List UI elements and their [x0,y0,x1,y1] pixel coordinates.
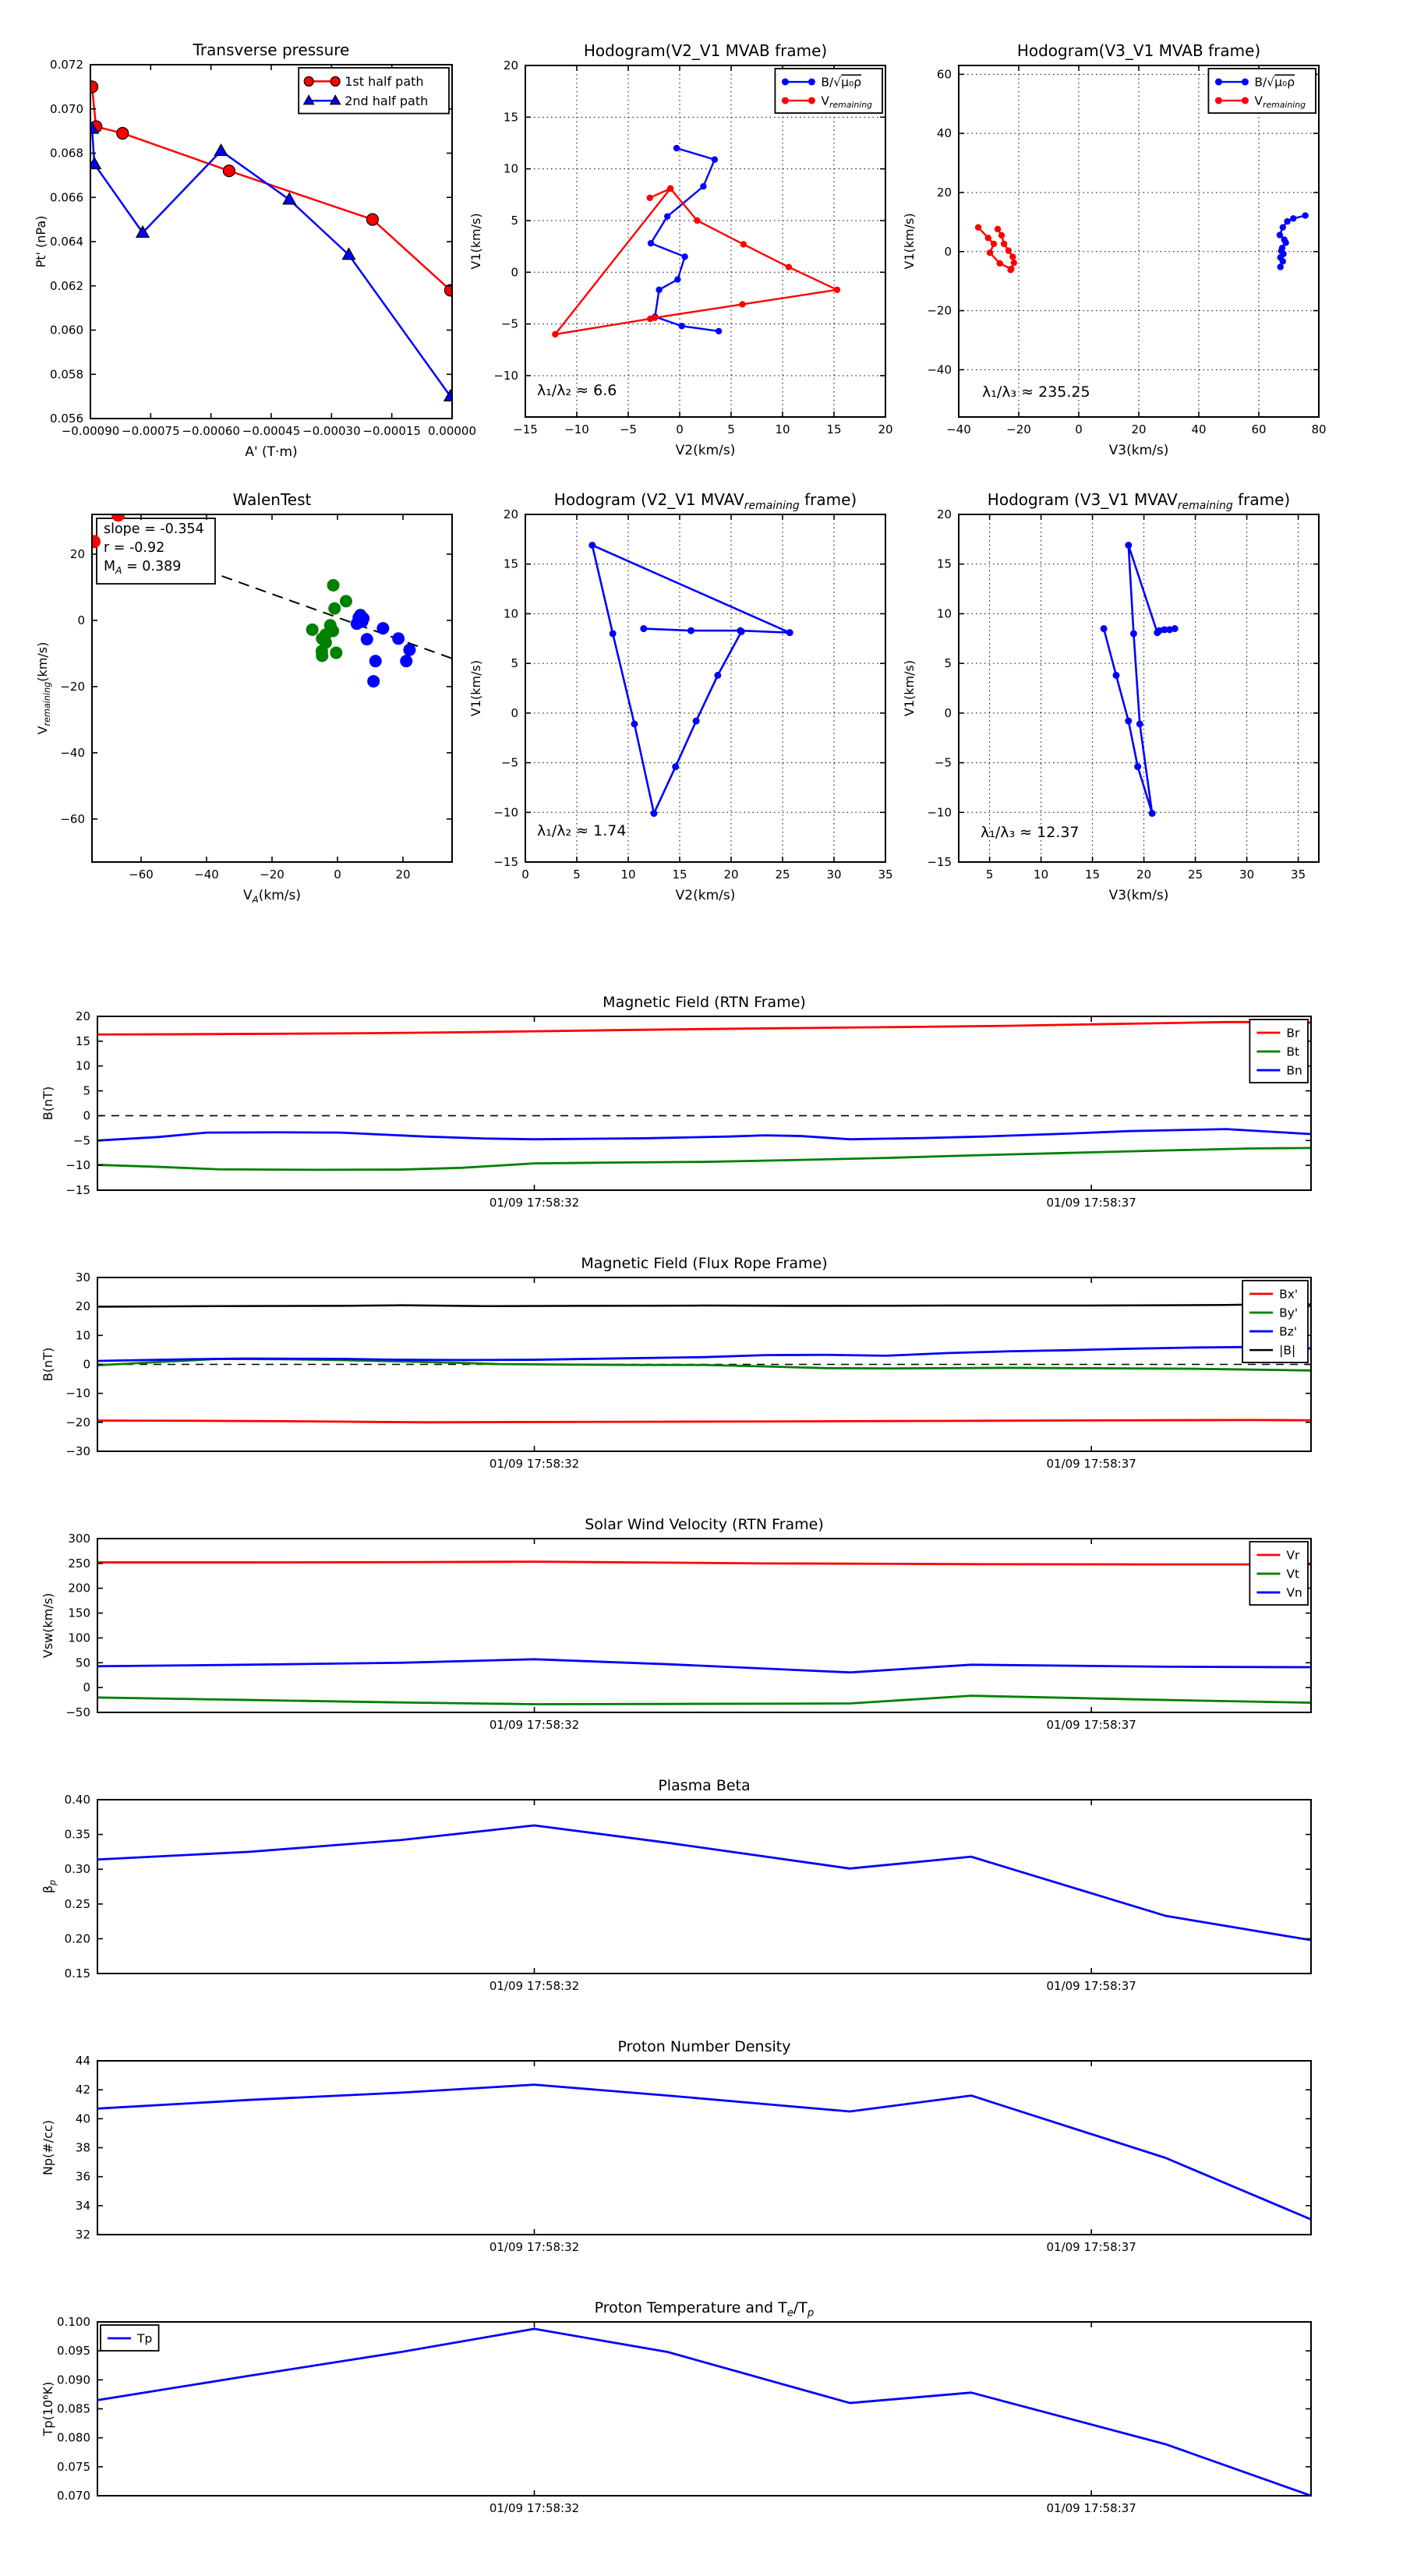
y-tick-label: 0 [83,1108,90,1123]
plot-area [86,81,457,401]
stats-line: slope = -0.354 [104,521,204,537]
legend-label: $V_{remaining}$ [821,94,873,111]
y-tick-label: 0.40 [64,1793,90,1807]
axes-frame [97,2322,1311,2496]
legend-label: Bt [1286,1044,1300,1059]
y-axis-label: B(nT) [41,1086,55,1121]
legend-label: $V_{remaining}$ [1254,94,1306,111]
x-tick-label: 30 [826,868,842,882]
series-s0 [97,2085,1311,2220]
annotation: λ₁/λ₃ ≈ 12.37 [981,824,1080,841]
y-tick-label: −20 [927,303,952,318]
y-axis-label: Np(#/cc) [41,2120,55,2175]
y-tick-label: 0.30 [64,1862,90,1877]
legend-label: |B| [1279,1343,1296,1358]
y-tick-label: 42 [75,2083,90,2097]
y-tick-label: −5 [934,755,952,770]
x-tick-label: 20 [395,868,411,882]
series-Bt [97,1148,1311,1170]
y-tick-label: −20 [65,1415,90,1429]
x-tick-label: −10 [564,422,589,436]
stats-box [97,518,215,584]
gridlines [525,65,885,417]
chart-title: Hodogram (V3_V1 $MVAV_{remaining}$ frame) [987,490,1291,512]
y-tick-label: −10 [493,368,518,383]
y-tick-label: 0 [511,265,518,280]
y-tick-label: 44 [75,2054,90,2068]
legend-label: B/√μ₀ρ [821,75,862,90]
series-s0 [97,1825,1311,1940]
x-tick-label: 01/09 17:58:37 [1046,1979,1136,1993]
y-axis-label: $V_{remaining}(km/s)$ [35,641,52,735]
x-tick-label: −0.00015 [362,424,421,438]
legend [1242,1281,1308,1362]
x-tick-label: 01/09 17:58:32 [489,1196,580,1210]
x-tick-label: 01/09 17:58:32 [489,2501,580,2515]
x-tick-label: 01/09 17:58:32 [489,1718,580,1732]
plot-area [97,2085,1311,2220]
x-tick-label: 01/09 17:58:32 [489,2240,580,2254]
series-Bz' [97,1347,1311,1361]
x-tick-label: 01/09 17:58:37 [1046,2501,1136,2515]
x-tick-label: 10 [620,868,636,882]
y-tick-label: 200 [68,1581,90,1595]
ticks [65,1270,1311,1471]
y-tick-label: −30 [65,1444,90,1458]
y-tick-label: −15 [927,855,952,869]
series-Vr [97,1562,1311,1565]
legend [1208,69,1316,113]
y-tick-label: 0.075 [57,2459,90,2474]
x-tick-label: 01/09 17:58:37 [1046,1457,1136,1471]
x-tick-label: 20 [1136,868,1152,882]
stats-line: $M_A = 0.389$ [104,559,182,577]
y-axis-label: B(nT) [41,1347,55,1382]
x-tick-label: 5 [573,868,581,882]
y-tick-label: 0 [944,244,952,259]
y-tick-label: 0 [77,613,85,627]
chart-magnetic-field-flux-rope [41,1255,1311,1471]
axes-frame [97,2061,1311,2235]
ticks [493,58,892,436]
y-tick-label: 15 [503,557,518,571]
x-tick-label: 10 [775,422,790,436]
x-tick-label: 20 [878,422,893,436]
x-tick-label: 25 [1188,868,1203,882]
y-tick-label: 0 [83,1357,90,1372]
y-tick-label: 10 [503,606,518,621]
x-axis-label: V3(km/s) [1108,888,1169,903]
x-tick-label: 0 [676,422,684,436]
y-tick-label: 20 [69,546,85,561]
x-axis-label: V2(km/s) [675,888,736,903]
x-tick-label: 80 [1311,422,1327,436]
y-tick-label: 150 [68,1606,90,1620]
x-tick-label: −0.00075 [122,424,180,438]
y-axis-label: V1(km/s) [902,213,917,270]
y-tick-label: 32 [75,2228,90,2242]
series-Br [97,1022,1311,1034]
x-tick-label: −15 [513,422,538,436]
plot-area [97,2329,1311,2496]
y-tick-label: 40 [936,126,952,141]
x-tick-label: 5 [985,868,994,882]
y-tick-label: 30 [75,1270,90,1284]
y-tick-label: −5 [500,316,518,331]
ticks [927,65,1326,436]
x-axis-label: V2(km/s) [675,443,736,458]
y-tick-label: −10 [927,805,952,820]
x-tick-label: 35 [878,868,893,882]
chart-plasma-beta [41,1777,1311,1993]
y-axis-label: Tp(10⁶K) [41,2381,55,2436]
y-axis-label: Vsw(km/s) [41,1592,55,1659]
x-tick-label: −0.00030 [302,424,361,438]
x-tick-label: 01/09 17:58:32 [489,1979,580,1993]
y-axis-label: Pt' (nPa) [34,215,48,268]
y-tick-label: 5 [511,656,518,671]
y-tick-label: 5 [944,656,952,671]
gridlines [525,514,885,862]
y-tick-label: 20 [503,58,518,72]
x-tick-label: 0 [521,868,529,882]
x-tick-label: 20 [1131,422,1147,436]
legend-label: By' [1279,1306,1299,1320]
chart-proton-number-density [41,2038,1311,2254]
y-tick-label: 0.070 [50,101,83,116]
legend [299,68,449,114]
chart-title: Plasma Beta [658,1777,751,1794]
y-tick-label: −20 [60,679,85,694]
y-tick-label: 0.085 [57,2401,90,2416]
series-s0 [588,542,793,817]
annotation: λ₁/λ₃ ≈ 235.25 [982,383,1090,401]
chart-solar-wind-velocity-rtn [41,1516,1311,1732]
chart-title: Hodogram(V3_V1 MVAB frame) [1016,41,1261,60]
y-tick-label: 0 [511,705,518,720]
y-tick-label: 0.100 [57,2315,90,2329]
y-tick-label: 0.058 [50,367,83,382]
y-axis-label: V1(km/s) [468,659,483,717]
legend-label: B/√μ₀ρ [1254,75,1295,90]
series-s0 [1277,212,1309,270]
axes-frame [959,514,1319,862]
gridlines [959,514,1319,862]
chart-magnetic-field-rtn [41,994,1311,1210]
y-tick-label: 15 [936,557,952,571]
y-tick-label: 15 [503,110,518,125]
y-tick-label: 300 [68,1532,90,1546]
y-tick-label: 38 [75,2140,90,2155]
plot-area [97,1304,1311,1422]
y-tick-label: −5 [72,1133,90,1148]
ticks [57,2315,1311,2515]
x-axis-label: V3(km/s) [1108,443,1169,458]
x-tick-label: −60 [129,868,154,882]
chart-title: Proton Temperature and $T_e/T_p$ [594,2299,815,2320]
series-Vn [97,1659,1311,1673]
legend-label: Tp [137,2331,153,2346]
stats-line: r = -0.92 [104,540,165,556]
y-tick-label: −10 [65,1158,90,1173]
y-tick-label: 20 [75,1299,90,1314]
y-tick-label: −50 [65,1705,90,1719]
y-tick-label: 5 [511,213,518,228]
x-axis-label: A' (T·m) [245,444,298,460]
axes-frame [97,1800,1311,1974]
chart-title: Proton Number Density [617,2038,791,2055]
legend-label: Vn [1286,1585,1302,1600]
y-tick-label: 10 [75,1328,90,1343]
y-tick-label: 40 [75,2111,90,2126]
chart-title: Transverse pressure [193,41,350,59]
y-tick-label: 0.35 [64,1827,90,1842]
chart-hodogram-v2v1-mvav [468,490,893,903]
x-tick-label: 25 [775,868,790,882]
legend [1249,1542,1308,1605]
y-tick-label: 0.064 [50,235,83,249]
legend-label: 2nd half path [345,93,429,108]
y-tick-label: 0.080 [57,2430,90,2445]
x-tick-label: 01/09 17:58:32 [489,1457,580,1471]
x-tick-label: 0.00000 [427,424,477,438]
y-tick-label: 36 [75,2169,90,2184]
y-tick-label: −40 [927,362,952,377]
y-tick-label: 0.072 [50,58,83,72]
gridlines [959,65,1319,417]
y-tick-label: 0.20 [64,1931,90,1946]
x-tick-label: 30 [1239,868,1255,882]
x-tick-label: −0.00060 [182,424,240,438]
x-tick-label: 01/09 17:58:37 [1046,1196,1136,1210]
chart-title: Magnetic Field (Flux Rope Frame) [581,1255,828,1272]
y-tick-label: 250 [68,1556,90,1571]
x-tick-label: −40 [946,422,971,436]
y-axis-label: $\beta_p$ [41,1879,58,1894]
chart-hodogram-v3v1-mvab [902,41,1327,458]
chart-hodogram-v2v1-mvab [468,41,893,458]
x-tick-label: 35 [1291,868,1306,882]
chart-hodogram-v3v1-mvav [902,490,1319,903]
x-tick-label: −0.00090 [61,424,120,438]
x-tick-label: 10 [1034,868,1049,882]
y-tick-label: 20 [936,507,952,521]
x-tick-label: 15 [672,868,687,882]
y-tick-label: 20 [75,1009,90,1023]
x-tick-label: 15 [1085,868,1101,882]
chart-walen-test [35,490,452,905]
y-tick-label: 10 [936,606,952,621]
chart-title: Magnetic Field (RTN Frame) [603,994,806,1011]
y-tick-label: 0.066 [50,190,83,205]
chart-title: WalenTest [232,490,312,509]
x-axis-label: $V_A(km/s)$ [242,888,302,906]
x-tick-label: 0 [334,868,341,882]
y-tick-label: 0.056 [50,412,83,426]
y-axis-label: V1(km/s) [468,213,483,270]
y-tick-label: 10 [503,161,518,176]
legend-label: Bz' [1279,1324,1298,1339]
annotation: λ₁/λ₂ ≈ 1.74 [537,822,627,839]
y-tick-label: −40 [60,745,85,760]
series-Tp [97,2329,1311,2496]
series-Bx' [97,1420,1311,1422]
x-tick-label: −20 [260,868,284,882]
x-tick-label: 5 [727,422,735,436]
series-Vt [97,1696,1311,1705]
legend [101,2325,159,2351]
plot-area [97,1825,1311,1940]
x-tick-label: 01/09 17:58:37 [1046,2240,1136,2254]
ticks [76,2054,1311,2254]
y-axis-label: V1(km/s) [902,659,917,717]
legend-label: Br [1286,1026,1300,1041]
y-tick-label: 50 [75,1655,90,1670]
plot-area [97,1022,1311,1170]
legend [1249,1019,1308,1083]
series-s0 [1101,542,1179,817]
legend-label: Vr [1286,1548,1300,1563]
y-tick-label: 0.095 [57,2344,90,2359]
x-tick-label: 60 [1251,422,1267,436]
y-tick-label: −10 [65,1386,90,1401]
y-tick-label: 0.060 [50,323,83,337]
y-tick-label: 20 [936,185,952,200]
y-tick-label: 0.090 [57,2373,90,2387]
x-tick-label: 40 [1191,422,1207,436]
y-tick-label: −15 [65,1183,90,1197]
y-tick-label: 0 [83,1680,90,1695]
y-tick-label: 0.25 [64,1896,90,1911]
y-tick-label: −5 [500,755,518,770]
y-tick-label: 100 [68,1631,90,1645]
y-tick-label: 20 [503,507,518,521]
ticks [65,1793,1311,1993]
y-tick-label: 60 [936,67,952,82]
y-tick-label: 0.15 [64,1966,90,1981]
chart-transverse-pressure [34,41,476,460]
y-tick-label: −60 [60,811,85,826]
y-tick-label: 0 [944,705,952,720]
x-tick-label: 01/09 17:58:37 [1046,1718,1136,1732]
legend-label: 1st half path [345,74,424,89]
plot-area [588,542,793,817]
plot-area [97,1562,1311,1705]
ticks [50,58,476,438]
y-tick-label: 34 [75,2198,90,2213]
axes-frame [97,1016,1311,1190]
x-tick-label: −5 [619,422,638,436]
axes-frame [525,514,885,862]
y-tick-label: 0.070 [57,2489,90,2503]
annotation: λ₁/λ₂ ≈ 6.6 [537,382,617,399]
series-V~remaining~ [552,186,840,337]
series-Bn [97,1129,1311,1141]
legend-label: Vt [1286,1567,1300,1581]
y-tick-label: 0.062 [50,278,83,293]
blue-points [351,609,416,687]
chart-title: Hodogram (V2_V1 $MVAV_{remaining}$ frame) [553,490,857,512]
chart-title: Hodogram(V2_V1 MVAB frame) [583,41,828,60]
ticks [65,1009,1311,1210]
series-2nd half path [86,122,457,401]
legend [775,69,882,113]
series-s0 [648,145,723,334]
y-tick-label: 0.068 [50,146,83,161]
y-tick-label: −15 [493,855,518,869]
plot-area [552,145,840,337]
plot-area [975,212,1309,273]
plot-area [1101,542,1179,817]
series-|B| [97,1304,1311,1306]
x-tick-label: 20 [723,868,739,882]
x-tick-label: −40 [194,868,219,882]
legend-label: Bn [1286,1063,1302,1078]
x-tick-label: −20 [1006,422,1031,436]
x-tick-label: 15 [826,422,842,436]
x-tick-label: −0.00045 [242,424,301,438]
chart-title: Solar Wind Velocity (RTN Frame) [585,1516,824,1533]
y-tick-label: 5 [83,1083,90,1098]
chart-proton-temperature [41,2299,1311,2515]
y-tick-label: 15 [75,1034,90,1048]
legend-label: Bx' [1279,1287,1299,1302]
x-tick-label: 0 [1075,422,1083,436]
axes-frame [525,65,885,417]
y-tick-label: 10 [75,1058,90,1073]
y-tick-label: −10 [493,805,518,820]
